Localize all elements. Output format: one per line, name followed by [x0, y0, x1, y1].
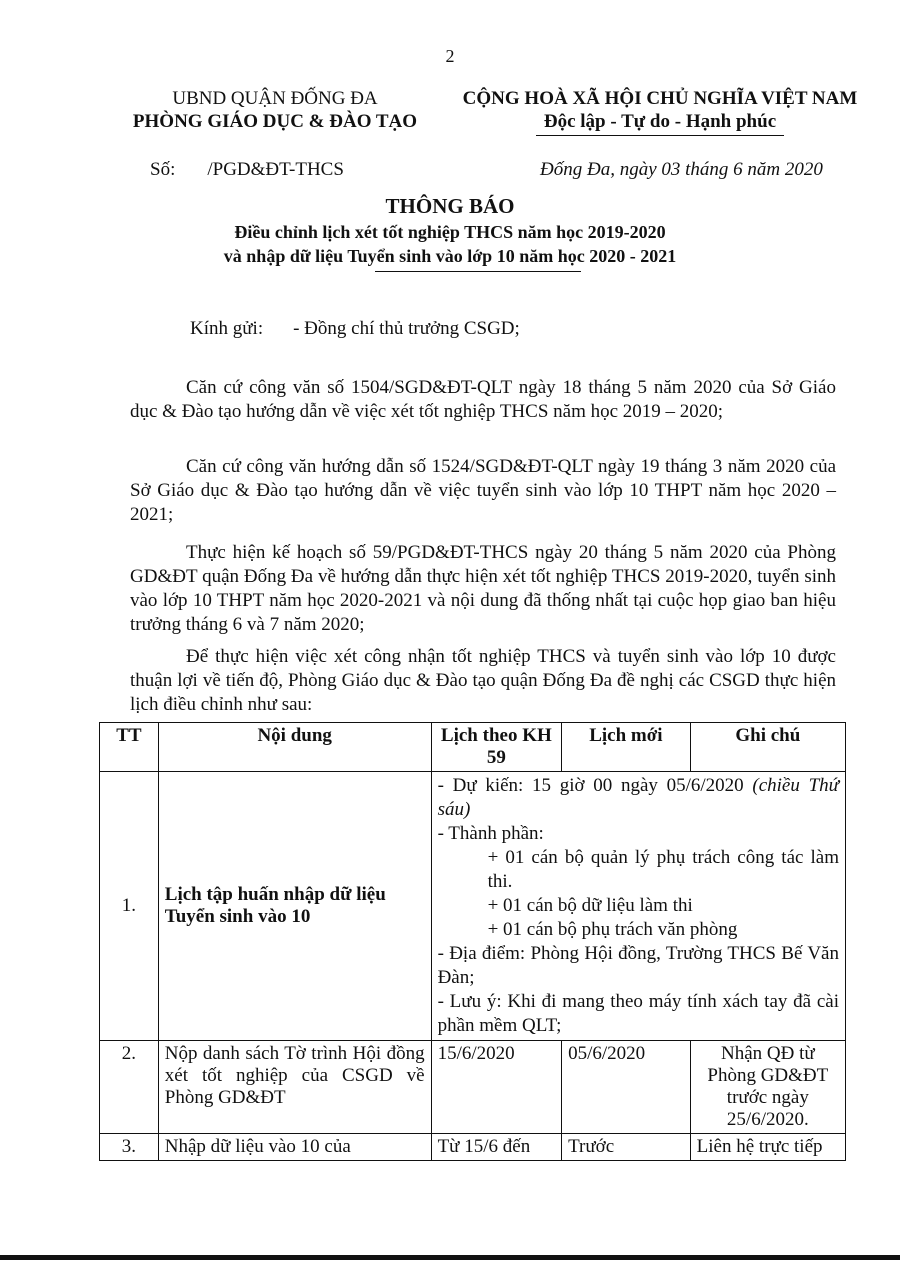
- row3-plan: Từ 15/6 đến: [431, 1134, 562, 1161]
- page-number: 2: [445, 46, 455, 66]
- document-number: [150, 159, 344, 181]
- recipient-value: - Đồng chí thủ trưởng CSGD;: [293, 318, 520, 339]
- document-date: Đống Đa, ngày 03 tháng 6 năm 2020: [540, 159, 823, 180]
- table-row: [100, 772, 846, 1041]
- issuing-authority: [95, 88, 455, 133]
- schedule-table: [99, 722, 846, 1161]
- authority-line-2: PHÒNG GIÁO DỤC & ĐÀO TẠO: [132, 111, 418, 132]
- doc-number-value: /PGD&ĐT-THCS: [207, 159, 344, 180]
- table-row: [100, 1134, 846, 1161]
- document-title: [0, 194, 900, 267]
- paragraph-implementation: Thực hiện kế hoạch số 59/PGD&ĐT-THCS ngày 20 tháng 5 năm 2020 của Phòng GD&ĐT quận Đống Đa về hướng dẫn thực hiện xét tốt nghiệp THCS 2019-2020, tuyển sinh vào lớp 10 THPT năm học 2020-2021 và nội dung đã thống nhất tại cuộc họp giao ban hiệu trưởng tháng 6 và 7 năm 2020;: [130, 542, 836, 635]
- row2-content: Nộp danh sách Tờ trình Hội đồng xét tốt nghiệp của CSGD về Phòng GD&ĐT: [158, 1041, 431, 1134]
- row3-note: Liên hệ trực tiếp: [690, 1134, 845, 1161]
- title-sub-2: và nhập dữ liệu Tuyển sinh vào lớp 10 năm học 2020 - 2021: [223, 246, 677, 266]
- row1-detail-3: + 01 cán bộ quản lý phụ trách công tác làm thi.: [487, 847, 839, 892]
- scan-bottom-edge: [0, 1255, 900, 1260]
- authority-line-1: UBND QUẬN ĐỐNG ĐA: [172, 88, 378, 109]
- recipient-line: [190, 318, 520, 340]
- title-underline: [375, 271, 581, 272]
- paragraph-basis-2: Căn cứ công văn hướng dẫn số 1524/SGD&ĐT-QLT ngày 19 tháng 3 năm 2020 của Sở Giáo dục & Đào tạo hướng dẫn về việc tuyển sinh vào lớp 10 THPT năm học 2020 – 2021;: [130, 456, 836, 525]
- row2-tt: 2.: [100, 1041, 159, 1134]
- row1-detail-2: - Thành phần:: [437, 823, 544, 844]
- row1-detail-1: - Dự kiến: 15 giờ 00 ngày 05/6/2020 (chiều Thứ sáu): [437, 775, 839, 820]
- nation-line-1: CỘNG HOÀ XÃ HỘI CHỦ NGHĨA VIỆT NAM: [462, 88, 858, 109]
- table-header-row: [100, 723, 846, 772]
- header-content: Nội dung: [158, 723, 431, 772]
- row1-tt: 1.: [100, 772, 159, 1041]
- paragraph-request: Để thực hiện việc xét công nhận tốt nghiệp THCS và tuyển sinh vào lớp 10 được thuận lợi về tiến độ, Phòng Giáo dục & Đào tạo quận Đống Đa đề nghị các CSGD thực hiện lịch điều chỉnh như sau:: [130, 646, 836, 715]
- header-tt: TT: [100, 723, 159, 772]
- recipient-label: Kính gửi:: [190, 318, 264, 339]
- title-main: THÔNG BÁO: [385, 194, 515, 218]
- header-new-schedule: Lịch mới: [562, 723, 691, 772]
- row3-tt: 3.: [100, 1134, 159, 1161]
- national-motto: [440, 88, 880, 136]
- row1-detail-7: - Lưu ý: Khi đi mang theo máy tính xách tay đã cài phần mềm QLT;: [437, 991, 839, 1036]
- row2-plan: 15/6/2020: [431, 1041, 562, 1134]
- row3-content: Nhập dữ liệu vào 10 của: [158, 1134, 431, 1161]
- row1-content: Lịch tập huấn nhập dữ liệu Tuyển sinh vào 10: [158, 772, 431, 1041]
- row1-detail-6: - Địa điểm: Phòng Hội đồng, Trường THCS Bế Văn Đàn;: [437, 943, 839, 988]
- paragraph-basis-1: Căn cứ công văn số 1504/SGD&ĐT-QLT ngày 18 tháng 5 năm 2020 của Sở Giáo dục & Đào tạo hướng dẫn về việc xét tốt nghiệp THCS năm học 2019 – 2020;: [130, 377, 836, 422]
- row2-new: 05/6/2020: [562, 1041, 691, 1134]
- row1-detail-4: + 01 cán bộ dữ liệu làm thi: [487, 895, 693, 916]
- row1-detail-5: + 01 cán bộ phụ trách văn phòng: [487, 919, 738, 940]
- title-sub-1: Điều chỉnh lịch xét tốt nghiệp THCS năm học 2019-2020: [234, 222, 666, 242]
- row3-new: Trước: [562, 1134, 691, 1161]
- row2-note: Nhận QĐ từ Phòng GD&ĐT trước ngày 25/6/2020.: [690, 1041, 845, 1134]
- table-row: [100, 1041, 846, 1134]
- row1-details: [431, 772, 845, 1041]
- nation-line-2: Độc lập - Tự do - Hạnh phúc: [536, 111, 784, 136]
- header-note: Ghi chú: [690, 723, 845, 772]
- header-plan-schedule: Lịch theo KH 59: [431, 723, 562, 772]
- doc-number-label: Số:: [150, 159, 176, 180]
